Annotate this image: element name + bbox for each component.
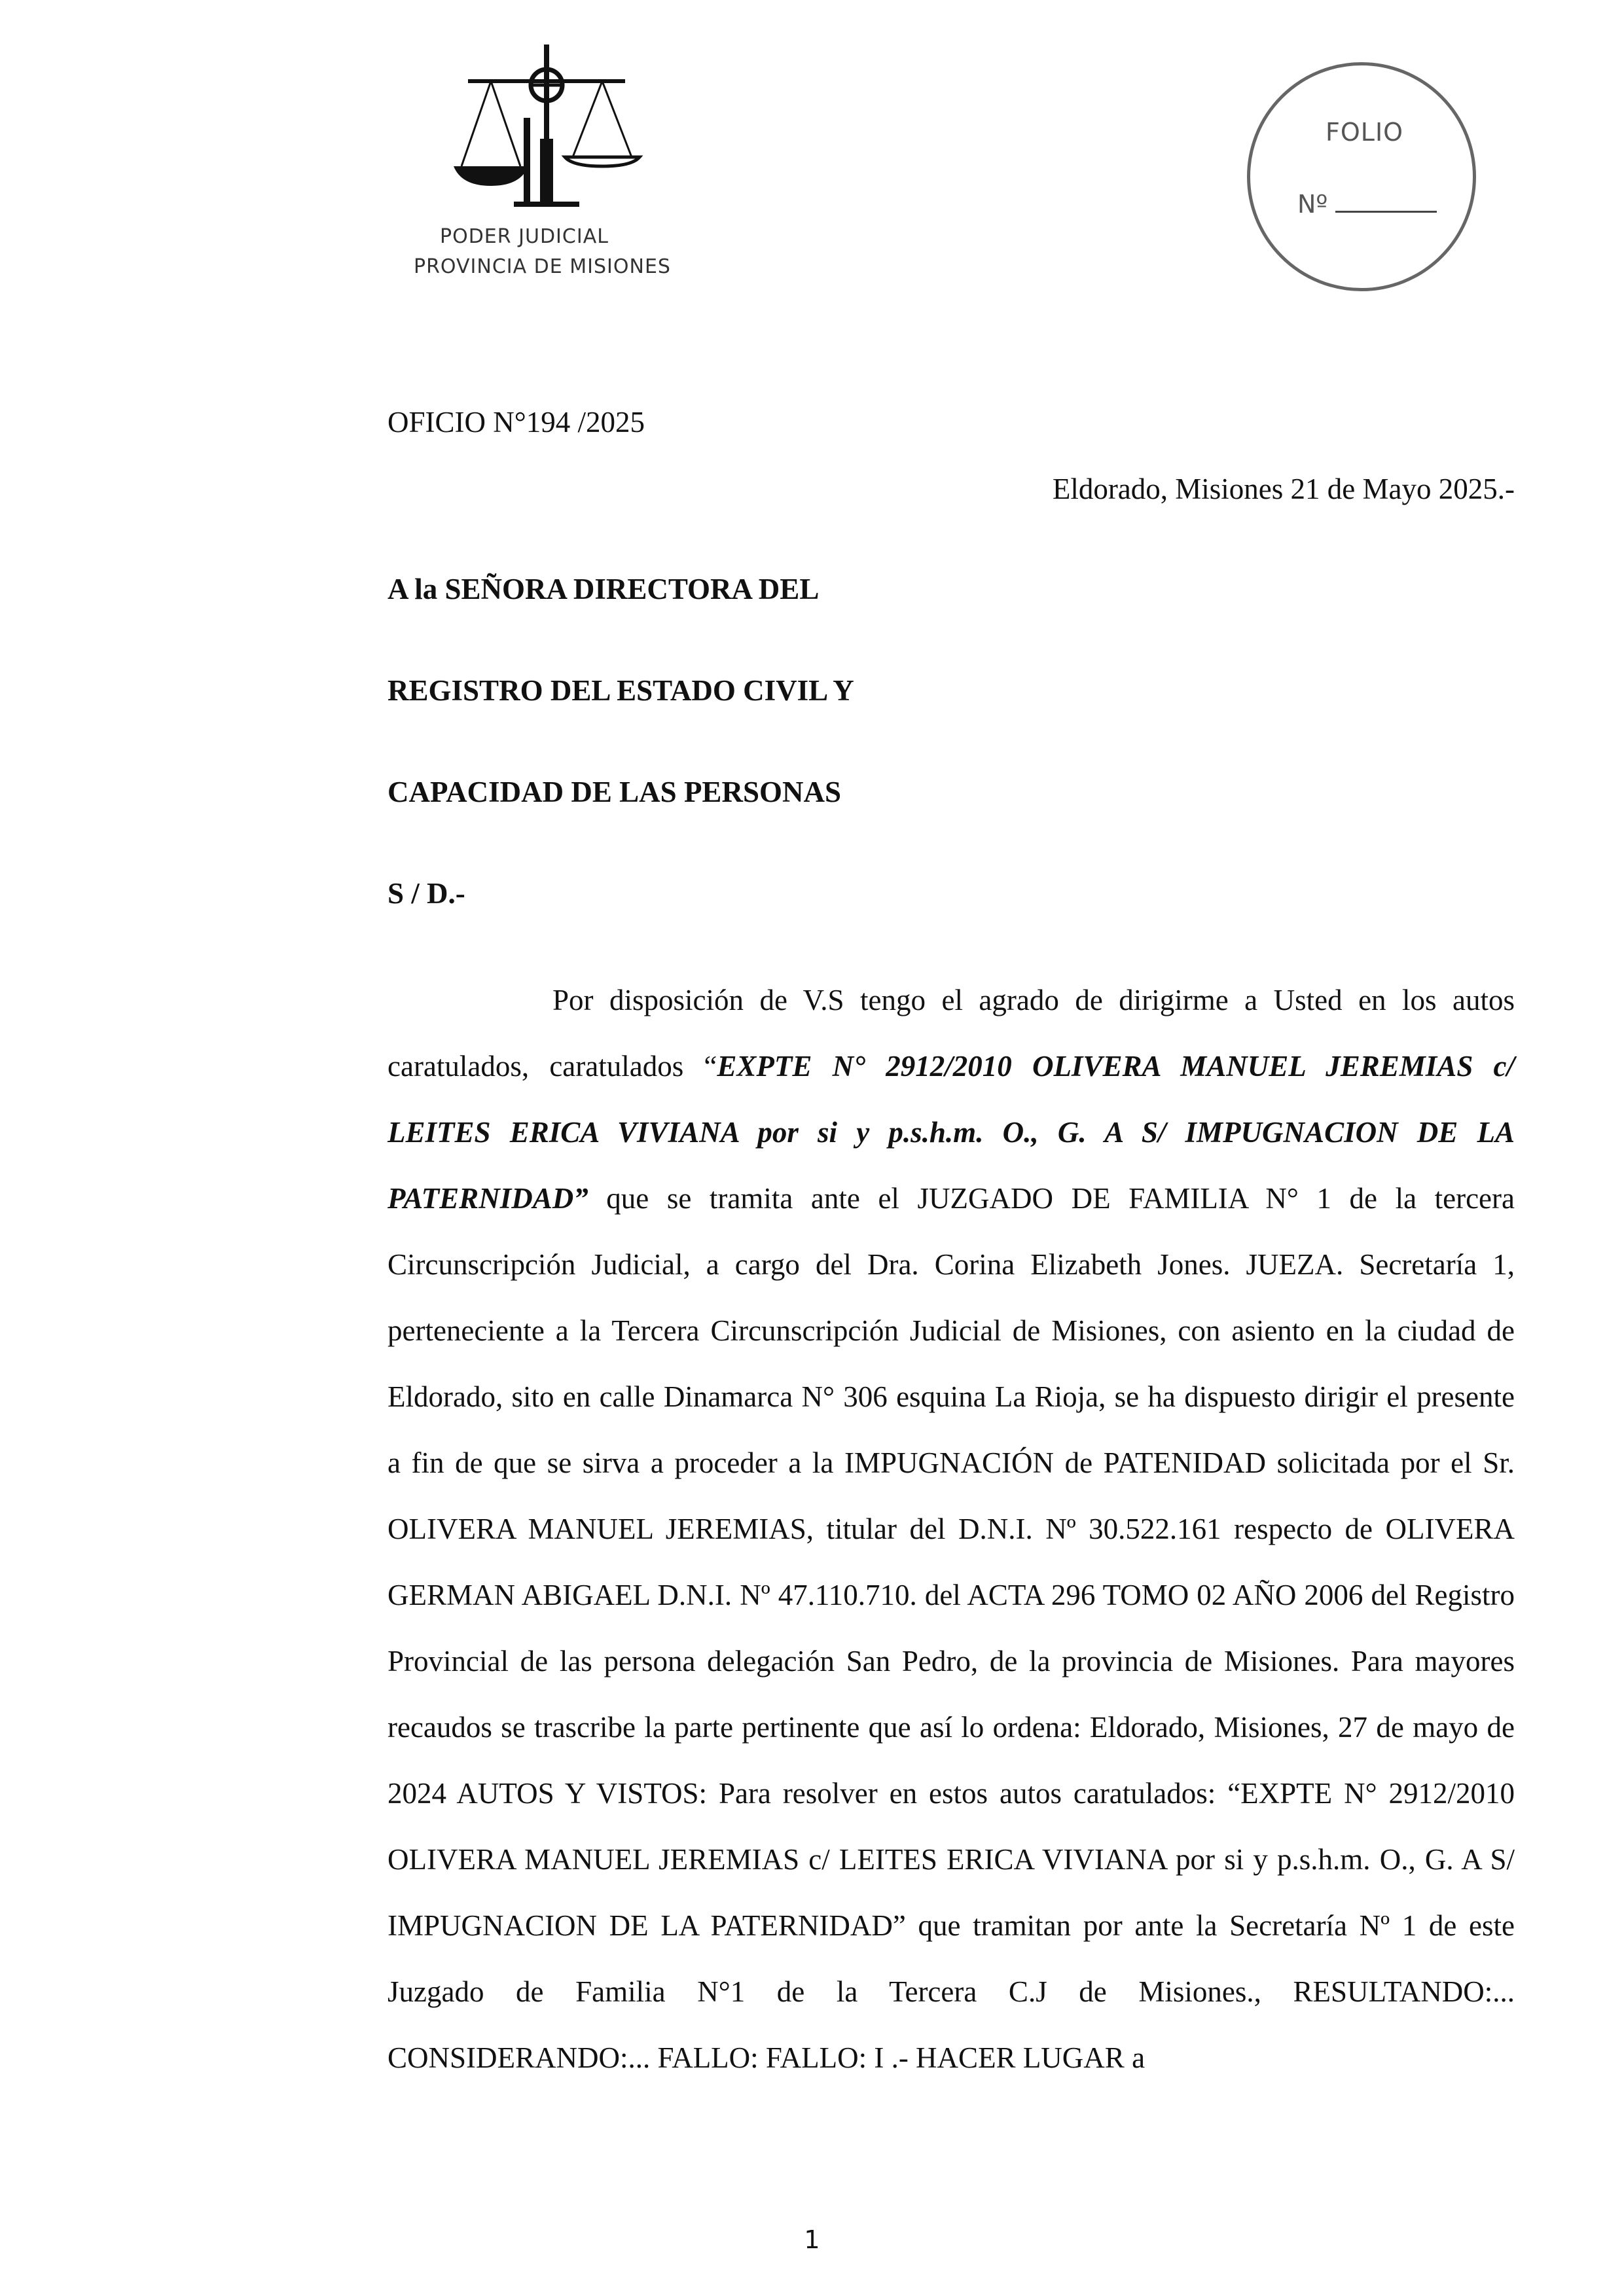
folio-stamp — [1247, 62, 1476, 291]
body-paragraph — [388, 967, 1515, 2091]
folio-number-field — [1297, 190, 1437, 219]
oficio-number: OFICIO N°194 /2025 — [388, 406, 645, 439]
logo-text-provincia: PROVINCIA DE MISIONES — [414, 255, 671, 278]
addressee-line: CAPACIDAD DE LAS PERSONAS — [388, 776, 841, 808]
body-rest: que se tramita ante el JUZGADO DE FAMILIA N° 1 de la tercera Circunscripción Judicial, a cargo del Dra. Corina Elizabeth Jones. JUEZA. Secretaría 1, perteneciente a la Tercera Circunscripción Judicial de Misiones, con asiento en la ciudad de Eldorado, sito en calle Dinamarca N° 306 esquina La Rioja, se ha dispuesto dirigir el presente a fin de que se sirva a proceder a la IMPUGNACIÓN de PATENIDAD solicitada por el Sr. OLIVERA MANUEL JEREMIAS, titular del D.N.I. Nº 30.522.161 respecto de OLIVERA GERMAN ABIGAEL D.N.I. Nº 47.110.710. del ACTA 296 TOMO 02 AÑO 2006 del Registro Provincial de las persona delegación San Pedro, de la provincia de Misiones. Para mayores recaudos se trascribe la parte pertinente que así lo ordena: Eldorado, Misiones, 27 de mayo de 2024 AUTOS Y VISTOS: Para resolver en estos autos caratulados: “EXPTE N° 2912/2010 OLIVERA MANUEL JEREMIAS c/ LEITES ERICA VIVIANA por si y p.s.h.m. O., G. A S/ IMPUGNACION DE LA PATERNIDAD” que tramitan por ante la Secretaría Nº 1 de este Juzgado de Familia N°1 de la Tercera C.J de Misiones., RESULTANDO:... CONSIDERANDO:... FALLO: FALLO: I .- HACER LUGAR a — [388, 1182, 1515, 2074]
body-intro: Por disposición de V.S tengo el agrado de dirigirme a Usted en los autos caratulados, caratulados “ — [388, 984, 1515, 1083]
scales-of-justice-icon — [442, 41, 651, 224]
folio-number-blank — [1335, 211, 1437, 213]
folio-number-label: Nº — [1297, 190, 1328, 219]
judicial-logo — [412, 41, 687, 289]
page-number: 1 — [804, 2225, 820, 2254]
addressee-line: A la SEÑORA DIRECTORA DEL — [388, 573, 820, 605]
folio-label: FOLIO — [1326, 118, 1404, 147]
addressee-line: REGISTRO DEL ESTADO CIVIL Y — [388, 674, 854, 707]
addressee-line: S / D.- — [388, 877, 465, 910]
document-date: Eldorado, Misiones 21 de Mayo 2025.- — [1052, 473, 1515, 505]
logo-text-poder-judicial: PODER JUDICIAL — [440, 225, 609, 248]
case-title: EXPTE N° 2912/2010 OLIVERA MANUEL JEREMIAS c/ LEITES ERICA VIVIANA por si y p.s.h.m. O., G. A S/ IMPUGNACION DE LA PATERNIDAD” — [388, 1050, 1515, 1215]
